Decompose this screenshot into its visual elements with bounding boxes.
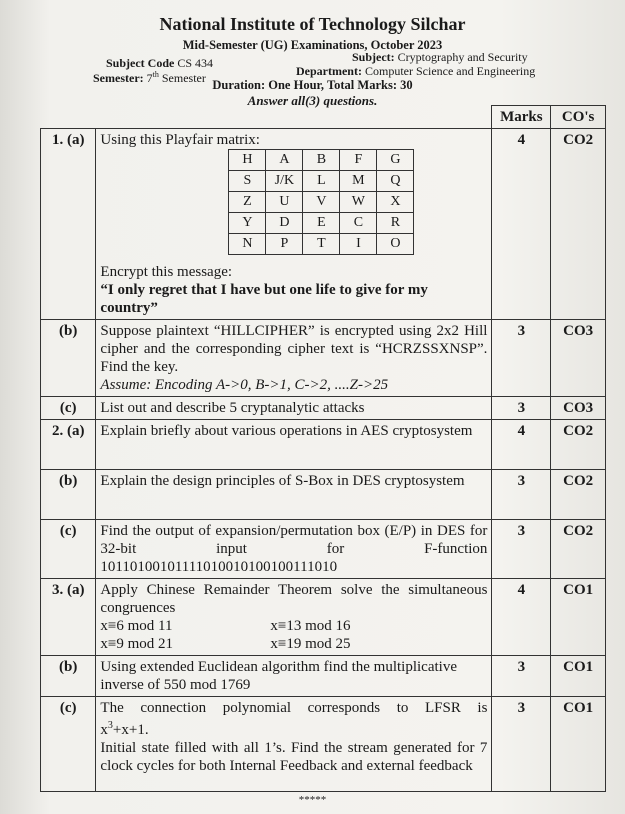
question-row	[41, 579, 606, 656]
institute-title: National Institute of Technology Silchar	[159, 14, 466, 34]
co-value: CO3	[551, 320, 606, 397]
matrix-cell: W	[340, 192, 377, 213]
matrix-cell: J/K	[266, 171, 303, 192]
marks-value: 4	[492, 129, 551, 320]
matrix-cell: A	[266, 150, 303, 171]
question-text	[96, 129, 492, 320]
question-note: Assume: Encoding A->0, B->1, C->2, ....Z->25	[100, 377, 389, 393]
question-label: 3. (a)	[41, 579, 96, 656]
question-row	[41, 656, 606, 697]
question-text: List out and describe 5 cryptanalytic attacks	[96, 397, 492, 420]
matrix-row	[229, 171, 414, 192]
polynomial	[100, 717, 487, 739]
matrix-cell: G	[377, 150, 414, 171]
marks-value: 3	[492, 656, 551, 697]
question-label: 1. (a)	[41, 129, 96, 320]
header-row	[41, 106, 606, 129]
matrix-cell: C	[340, 213, 377, 234]
question-text: Explain the design principles of S-Box in DES cryptosystem	[96, 470, 492, 520]
matrix-cell: E	[303, 213, 340, 234]
semester-label: Semester:	[93, 71, 144, 85]
matrix-cell: M	[340, 171, 377, 192]
matrix-cell: U	[266, 192, 303, 213]
matrix-cell: I	[340, 234, 377, 255]
matrix-cell: Z	[229, 192, 266, 213]
question-row	[41, 129, 606, 320]
instruction: Answer all(3) questions.	[247, 93, 378, 108]
department	[296, 64, 535, 79]
marks-header: Marks	[492, 106, 551, 129]
subject-code	[106, 56, 213, 71]
marks-value: 4	[492, 579, 551, 656]
question-intro: Using this Playfair matrix:	[100, 132, 260, 148]
question-text: Using extended Euclidean algorithm find the multiplicative inverse of 550 mod 1769	[96, 656, 492, 697]
subject-value: Cryptography and Security	[397, 50, 528, 64]
matrix-cell: S	[229, 171, 266, 192]
congruence: x≡13 mod 16	[270, 618, 351, 634]
matrix-cell: B	[303, 150, 340, 171]
question-row	[41, 520, 606, 579]
co-value: CO2	[551, 420, 606, 470]
poly-base: x	[100, 722, 108, 738]
poly-exp: 3	[107, 720, 113, 731]
co-value: CO1	[551, 697, 606, 792]
question-label: (c)	[41, 397, 96, 420]
question-text: Apply Chinese Remainder Theorem solve the simultaneous congruences	[100, 582, 488, 616]
matrix-row	[229, 234, 414, 255]
matrix-cell: Y	[229, 213, 266, 234]
marks-value: 3	[492, 320, 551, 397]
question-text: Suppose plaintext “HILLCIPHER” is encrypted using 2x2 Hill cipher and the corresponding cipher text is “HCRZSSXNSP”. Find the key.	[100, 323, 488, 375]
message-text: “I only regret that I have but one life to give for my country”	[100, 282, 428, 316]
question-row	[41, 320, 606, 397]
question-label: (b)	[41, 656, 96, 697]
matrix-cell: R	[377, 213, 414, 234]
matrix-cell: X	[377, 192, 414, 213]
poly-rest: +x+1.	[112, 722, 149, 738]
matrix-cell: L	[303, 171, 340, 192]
subject-code-label: Subject Code	[106, 56, 175, 70]
matrix-cell: H	[229, 150, 266, 171]
subject	[352, 50, 528, 65]
duration: Duration: One Hour, Total Marks: 30	[212, 78, 413, 92]
footer-stars: *****	[298, 794, 327, 806]
matrix-cell: O	[377, 234, 414, 255]
department-label: Department:	[296, 64, 362, 78]
matrix-cell: D	[266, 213, 303, 234]
matrix-row	[229, 192, 414, 213]
congruence: x≡6 mod 11	[100, 618, 173, 634]
congruence: x≡19 mod 25	[270, 636, 351, 652]
matrix-cell: N	[229, 234, 266, 255]
question-label: (c)	[41, 520, 96, 579]
question-subtext: Initial state filled with all 1’s. Find the stream generated for 7 clock cycles for both Internal Feedback and external feedback	[100, 740, 488, 774]
question-row	[41, 420, 606, 470]
marks-value: 3	[492, 697, 551, 792]
semester-sup: th	[152, 70, 159, 79]
co-value: CO1	[551, 579, 606, 656]
matrix-row	[229, 213, 414, 234]
question-row	[41, 470, 606, 520]
question-label: (b)	[41, 320, 96, 397]
question-text: Find the output of expansion/permutation box (E/P) in DES for 32-bit input for F-function	[100, 523, 488, 557]
co-value: CO3	[551, 397, 606, 420]
semester-word: Semester	[161, 71, 206, 85]
exam-title: Mid-Semester (UG) Examinations, October 2023	[182, 38, 443, 52]
question-label: 2. (a)	[41, 420, 96, 470]
semester-num: 7	[146, 71, 153, 85]
marks-value: 3	[492, 520, 551, 579]
question-text: The connection polynomial corresponds to LFSR is	[100, 700, 488, 716]
matrix-cell: V	[303, 192, 340, 213]
marks-value: 4	[492, 420, 551, 470]
question-row	[41, 397, 606, 420]
question-text: Explain briefly about various operations in AES cryptosystem	[96, 420, 492, 470]
congruence: x≡9 mod 21	[100, 636, 174, 652]
matrix-cell: T	[303, 234, 340, 255]
questions-table	[40, 105, 606, 792]
question-row	[41, 697, 606, 792]
matrix-cell: F	[340, 150, 377, 171]
question-subtext: Encrypt this message:	[100, 264, 233, 280]
department-value: Computer Science and Engineering	[364, 64, 536, 78]
subject-label: Subject:	[352, 50, 395, 64]
question-label: (b)	[41, 470, 96, 520]
matrix-cell: P	[266, 234, 303, 255]
co-value: CO1	[551, 656, 606, 697]
playfair-matrix	[228, 149, 414, 255]
co-header: CO's	[551, 106, 606, 129]
matrix-row	[229, 150, 414, 171]
co-value: CO2	[551, 520, 606, 579]
matrix-cell: Q	[377, 171, 414, 192]
co-value: CO2	[551, 129, 606, 320]
question-label: (c)	[41, 697, 96, 792]
subject-code-value: CS 434	[177, 56, 214, 70]
marks-value: 3	[492, 470, 551, 520]
marks-value: 3	[492, 397, 551, 420]
binary-input: 10110100101111010010100100111010	[100, 559, 338, 575]
co-value: CO2	[551, 470, 606, 520]
